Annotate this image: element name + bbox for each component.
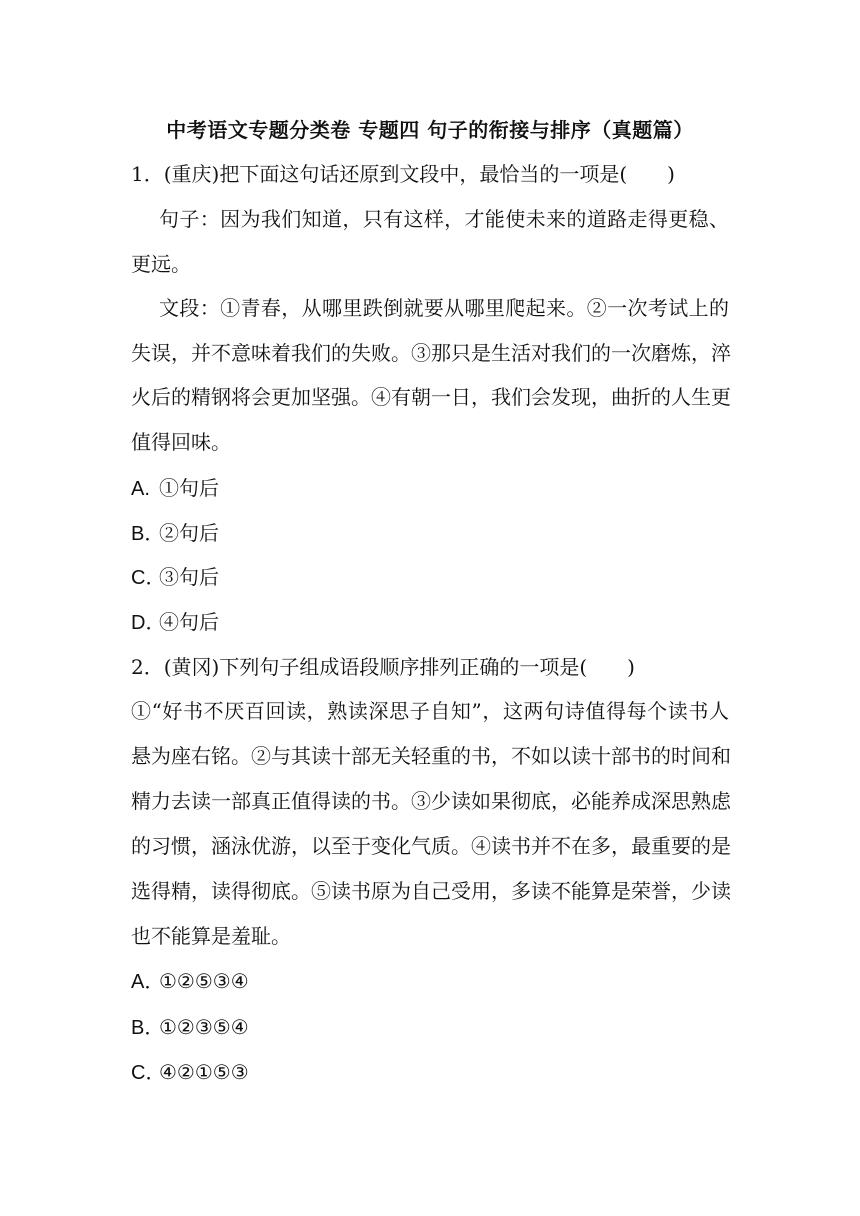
q1-passage-line3: 火后的精钢将会更加坚强。④有朝一日，我们会发现，曲折的人生更 [131,385,731,409]
option-letter: A. [131,478,150,500]
q1-stem: 1．(重庆)把下面这句话还原到文段中，最恰当的一项是( ) [131,162,675,186]
q1-option-b [131,519,219,548]
q2-line1: ①“好书不厌百回读，熟读深思子自知”，这两句诗值得每个读书人 [131,699,729,723]
q1-sentence-line1: 句子：因为我们知道，只有这样，才能使未来的道路走得更稳、 [159,207,729,231]
q2-option-b [131,1013,249,1042]
option-text: ④句后 [159,610,219,634]
q2-line6: 也不能算是羞耻。 [131,924,291,948]
q1-sentence-line2: 更远。 [131,252,191,276]
option-text: ④②①⑤③ [159,1060,249,1084]
q2-option-c [131,1058,249,1087]
q2-option-a [131,967,249,996]
q2-line5: 选得精，读得彻底。⑤读书原为自己受用，多读不能算是荣誉，少读 [131,879,731,903]
q2-line2: 悬为座右铭。②与其读十部无关轻重的书，不如以读十部书的时间和 [131,744,731,768]
q2-stem: 2．(黄冈)下列句子组成语段顺序排列正确的一项是( ) [131,655,635,679]
option-text: ③句后 [159,565,219,589]
document-title: 中考语文专题分类卷 专题四 句子的衔接与排序（真题篇） [166,118,694,142]
option-letter: B． [131,1017,165,1039]
option-letter: C． [131,1062,166,1084]
option-text: ①②⑤③④ [159,969,249,993]
option-text: ①句后 [159,476,219,500]
q1-option-d [131,608,219,637]
option-text: ②句后 [159,521,219,545]
option-letter: B． [131,523,165,545]
option-letter: A． [131,971,165,993]
q1-option-c [131,563,219,592]
q1-passage-line1: 文段：①青春，从哪里跌倒就要从哪里爬起来。②一次考试上的 [159,296,729,320]
q1-passage-line4: 值得回味。 [131,430,231,454]
q2-line4: 的习惯，涵泳优游，以至于变化气质。④读书并不在多，最重要的是 [131,834,731,858]
option-letter: D． [131,612,166,634]
q1-passage-line2: 失误，并不意味着我们的失败。③那只是生活对我们的一次磨炼，淬 [131,341,731,365]
option-text: ①②③⑤④ [159,1015,249,1039]
q1-option-a [131,474,219,503]
q2-line3: 精力去读一部真正值得读的书。③少读如果彻底，必能养成深思熟虑 [131,789,731,813]
option-letter: C． [131,567,166,589]
